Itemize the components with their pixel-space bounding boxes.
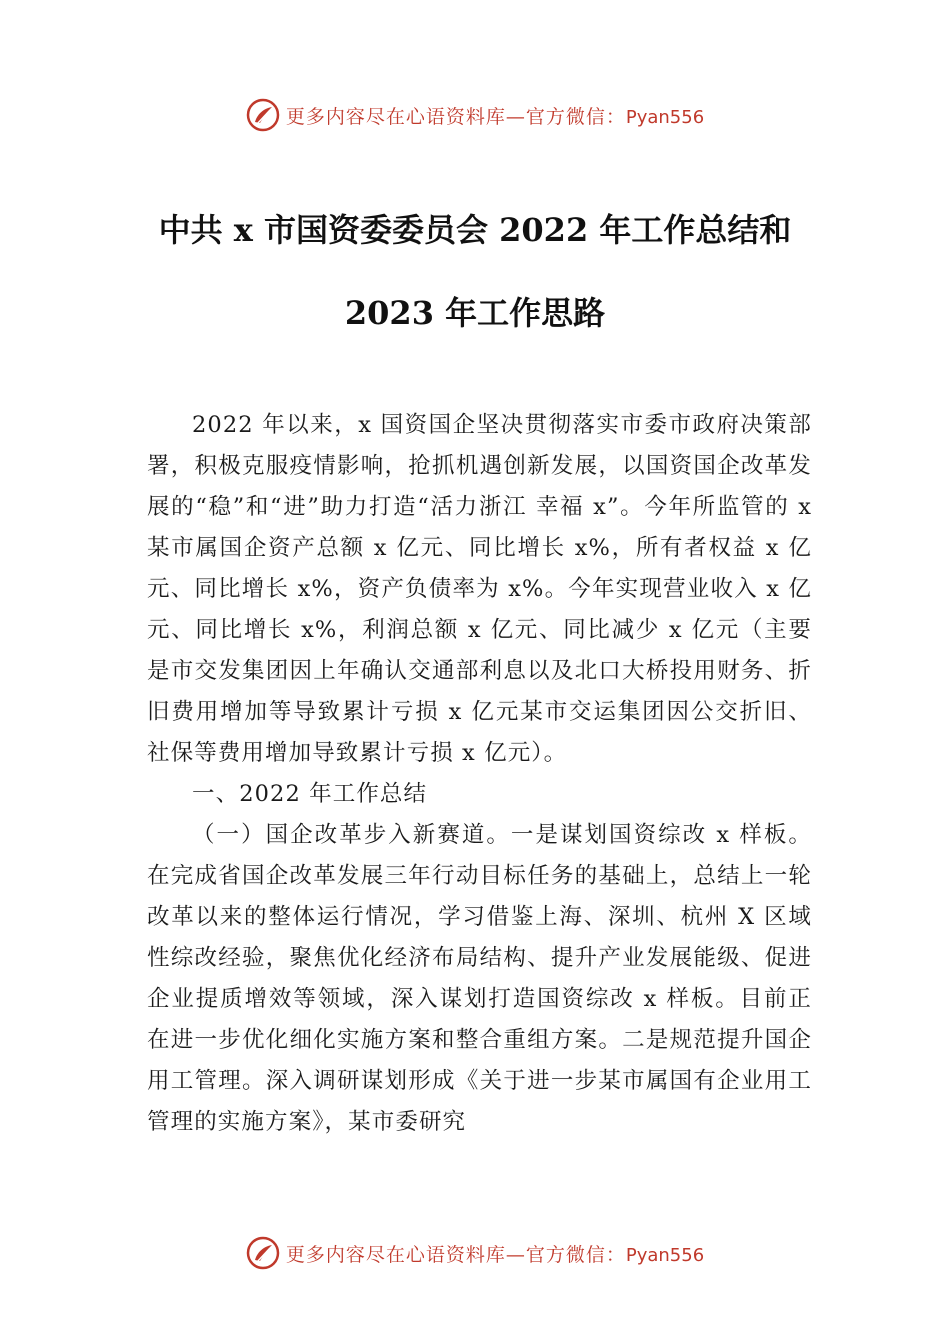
watermark-text: 更多内容尽在心语资料库—官方微信：Pyan556 — [285, 105, 705, 128]
document-title-line1: 中共 x 市国资委委员会 2022 年工作总结和 — [158, 211, 792, 249]
paragraph-intro: 2022 年以来，x 国资国企坚决贯彻落实市委市政府决策部署，积极克服疫情影响，抢抓机遇创新发展，以国资国企改革发展的“稳”和“进”助力打造“活力浙江 幸福 x”。今年所监管的 x 某市属国企资产总额 x 亿元、同比增长 x%，所有者权益 x 亿元、同比增长 x%，资产负债率为 x%。今年实现营业收入 x 亿元、同比增长 x%，利润总额 x 亿元、同比减少 x 亿元（主要是市交发集团因上年确认交通部利息以及北口大桥投用财务、折旧费用增加等导致累计亏损 x 亿元某市交运集团因公交折旧、社保等费用增加导致累计亏损 x 亿元）。 — [147, 412, 812, 766]
paragraph-reform: （一）国企改革步入新赛道。一是谋划国资综改 x 样板。在完成省国企改革发展三年行动目标任务的基础上，总结上一轮改革以来的整体运行情况，学习借鉴上海、深圳、杭州 X 区域性综改经验，聚焦优化经济布局结构、提升产业发展能级、促进企业提质增效等领域，深入谋划打造国资综改 x 样板。目前正在进一步优化细化实施方案和整合重组方案。二是规范提升国企用工管理。深入调研谋划形成《关于进一步某市属国有企业用工管理的实施方案》，某市委研究 — [147, 822, 812, 1135]
red-circle-logo-icon — [246, 1236, 280, 1270]
wechat-id: Pyan556 — [625, 106, 705, 128]
wechat-id: Pyan556 — [625, 1244, 705, 1266]
document-title-line2: 2023 年工作思路 — [344, 294, 606, 332]
watermark-header — [0, 95, 950, 135]
watermark-text: 更多内容尽在心语资料库—官方微信：Pyan556 — [285, 1243, 705, 1266]
red-circle-logo-icon — [246, 98, 280, 132]
document-body — [147, 405, 812, 1143]
watermark-footer — [0, 1233, 950, 1273]
section-heading: 一、2022 年工作总结 — [192, 781, 428, 807]
